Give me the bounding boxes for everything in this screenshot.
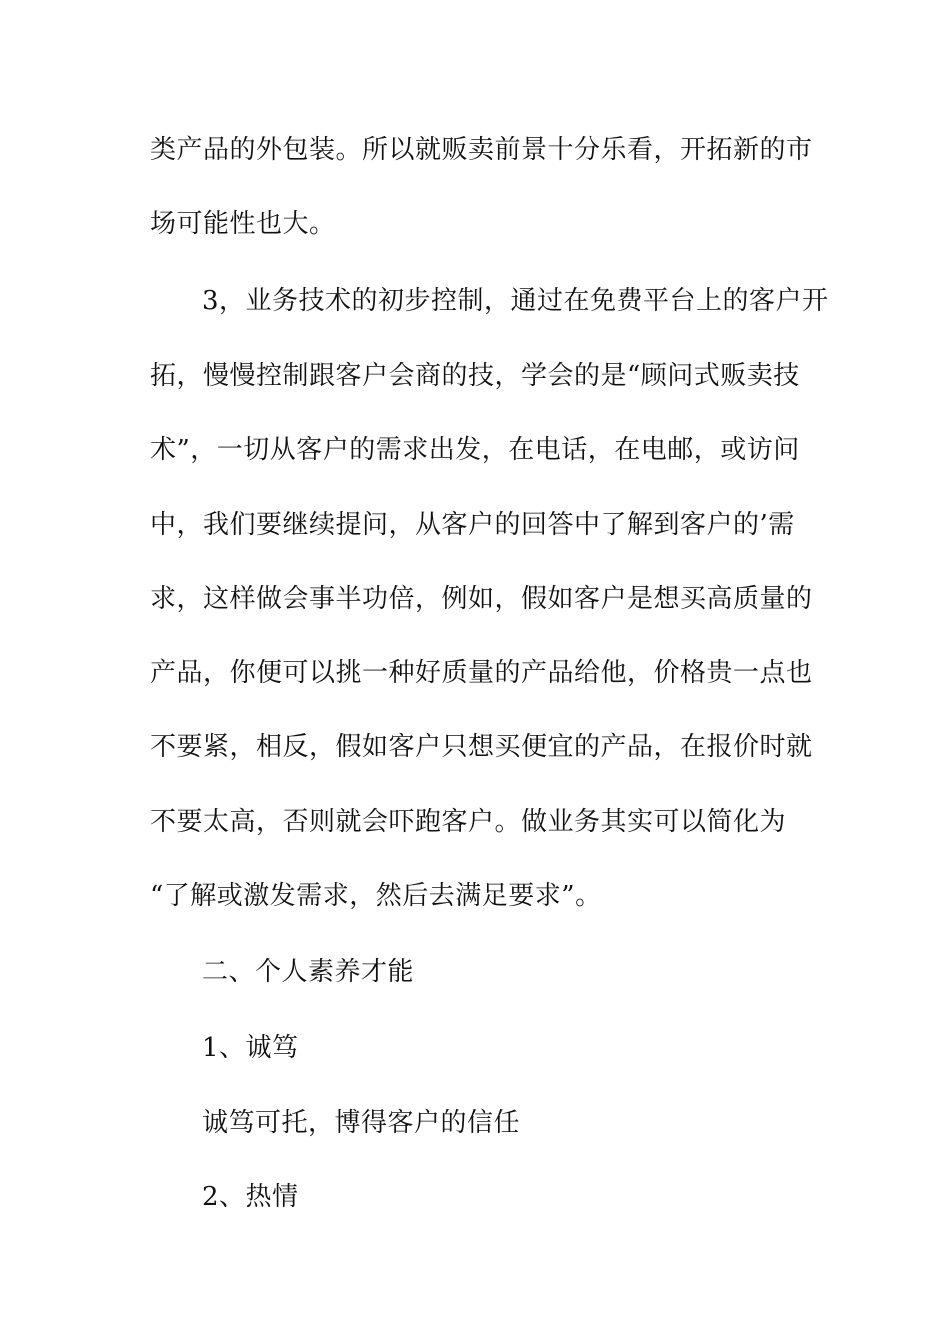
- paragraph-line: 拓，慢慢控制跟客户会商的技，学会的是“顾问式贩卖技: [150, 361, 800, 391]
- paragraph-line: “了解或激发需求，然后去满足要求”。: [150, 881, 602, 911]
- subsection-heading: 1、诚笃: [202, 1033, 299, 1063]
- paragraph-line: 3，业务技术的初步控制，通过在免费平台上的客户开: [202, 286, 829, 316]
- paragraph-line: 场可能性也大。: [150, 209, 336, 239]
- paragraph-line: 诚笃可托，博得客户的信任: [202, 1108, 521, 1138]
- paragraph-line: 类产品的外包装。所以就贩卖前景十分乐看，开拓新的市: [150, 135, 813, 165]
- paragraph-line: 术”，一切从客户的需求出发，在电话，在电邮，或访问: [150, 435, 800, 465]
- subsection-heading: 2、热情: [202, 1182, 299, 1212]
- paragraph-line: 求，这样做会事半功倍，例如，假如客户是想买高质量的: [150, 584, 813, 614]
- paragraph-line: 产品，你便可以挑一种好质量的产品给他，价格贵一点也: [150, 658, 813, 688]
- paragraph-line: 中，我们要继续提问，从客户的回答中了解到客户的’需: [150, 510, 795, 540]
- paragraph-line: 不要太高，否则就会吓跑客户。做业务其实可以简化为: [150, 807, 787, 837]
- section-heading: 二、个人素养才能: [202, 957, 415, 987]
- paragraph-line: 不要紧，相反，假如客户只想买便宜的产品，在报价时就: [150, 732, 813, 762]
